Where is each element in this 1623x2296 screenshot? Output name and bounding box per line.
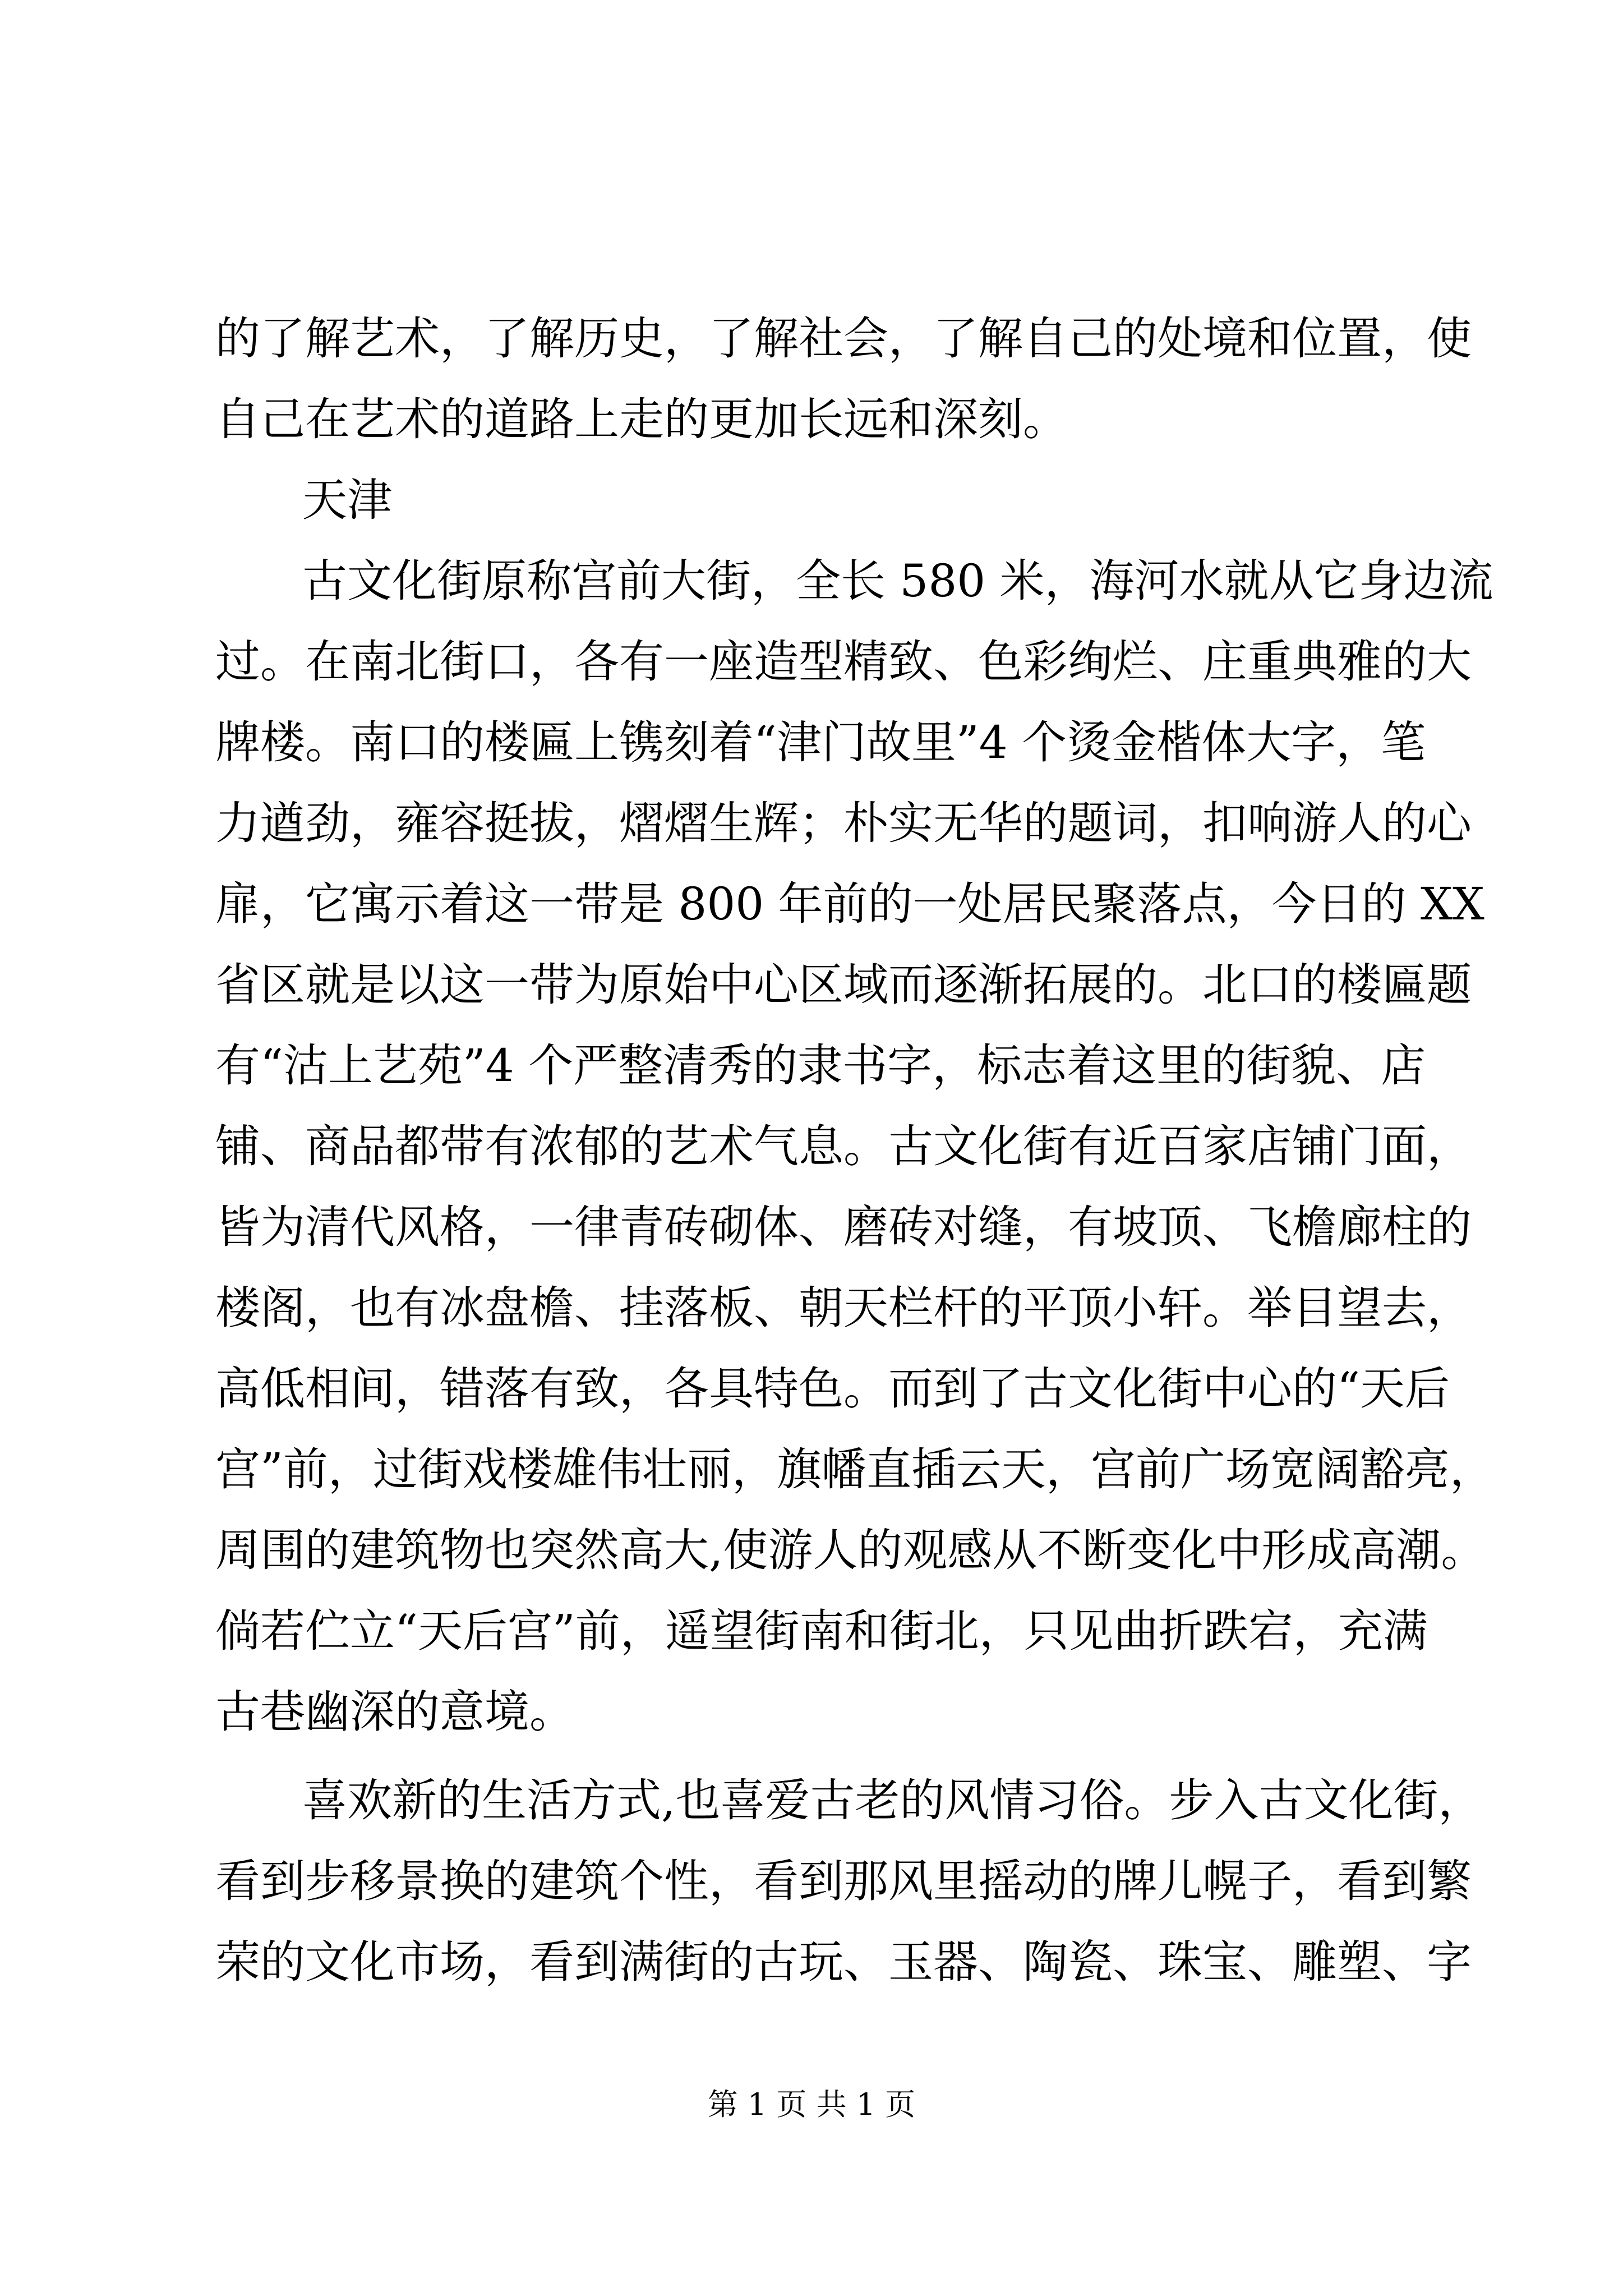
text-line: 有“沽上艺苑”4 个严整清秀的隶书字，标志着这里的街貌、店 xyxy=(215,1039,1426,1092)
text-line: 高低相间，错落有致，各具特色。而到了古文化街中心的“天后 xyxy=(215,1363,1450,1415)
text-line: 铺、商品都带有浓郁的艺术气息。古文化街有近百家店铺门面， xyxy=(215,1120,1472,1172)
text-line: 楼阁，也有冰盘檐、挂落板、朝天栏杆的平顶小轩。举目望去， xyxy=(215,1282,1472,1334)
text-line: 省区就是以这一带为原始中心区域而逐渐拓展的。北口的楼匾题 xyxy=(215,959,1472,1011)
text-line: 喜欢新的生活方式,也喜爱古老的风情习俗。步入古文化街， xyxy=(302,1774,1483,1826)
text-line: 宫”前，过街戏楼雄伟壮丽，旗幡直插云天，宫前广场宽阔豁亮， xyxy=(215,1443,1495,1496)
text-line: 扉，它寓示着这一带是 800 年前的一处居民聚落点，今日的 XX xyxy=(215,878,1484,930)
text-line: 古巷幽深的意境。 xyxy=(215,1686,574,1738)
text-line: 古文化街原称宫前大街，全长 580 米，海河水就从它身边流 xyxy=(302,555,1493,607)
section-heading: 天津 xyxy=(302,474,392,526)
page-number-footer: 第 1 页 共 1 页 xyxy=(707,2087,916,2122)
text-line: 力遒劲，雍容挺拔，熠熠生辉；朴实无华的题词，扣响游人的心 xyxy=(215,797,1472,849)
document-body xyxy=(215,298,1495,2003)
text-line: 的了解艺术，了解历史，了解社会，了解自己的处境和位置，使 xyxy=(215,312,1472,365)
text-line: 周围的建筑物也突然高大,使游人的观感从不断变化中形成高潮。 xyxy=(215,1524,1486,1576)
text-line: 荣的文化市场，看到满街的古玩、玉器、陶瓷、珠宝、雕塑、字 xyxy=(215,1936,1472,1988)
text-line: 过。在南北街口，各有一座造型精致、色彩绚烂、庄重典雅的大 xyxy=(215,636,1472,688)
text-line: 倘若伫立“天后宫”前，遥望街南和街北，只见曲折跌宕，充满 xyxy=(215,1605,1428,1657)
text-line: 牌楼。南口的楼匾上镌刻着“津门故里”4 个烫金楷体大字，笔 xyxy=(215,716,1426,769)
text-line: 皆为清代风格，一律青砖砌体、磨砖对缝，有坡顶、飞檐廊柱的 xyxy=(215,1201,1472,1253)
text-line: 自己在艺术的道路上走的更加长远和深刻。 xyxy=(215,393,1068,445)
text-line: 看到步移景换的建筑个性，看到那风里摇动的牌儿幌子，看到繁 xyxy=(215,1855,1472,1907)
